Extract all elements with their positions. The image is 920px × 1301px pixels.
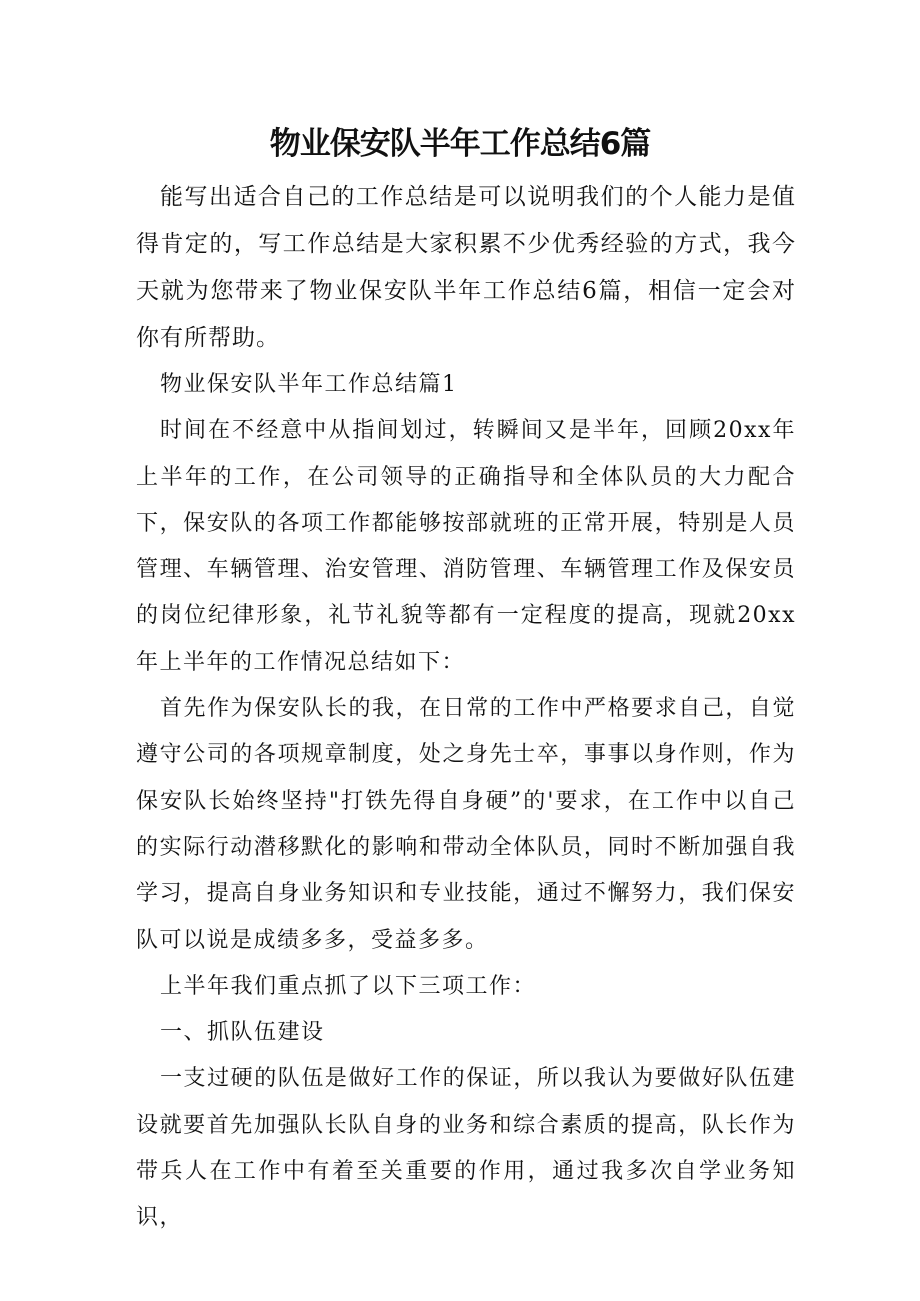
intro-paragraph: 能写出适合自己的工作总结是可以说明我们的个人能力是值得肯定的，写工作总结是大家积累不少优秀经验的方式，我今天就为您带来了物业保安队半年工作总结6篇，相信一定会对你有所帮助。 xyxy=(136,184,796,351)
body-paragraph: 时间在不经意中从指间划过，转瞬间又是半年，回顾20xx年上半年的工作，在公司领导的正确指导和全体队员的大力配合下，保安队的各项工作都能够按部就班的正常开展，特别是人员管理、车辆管理、治安管理、消防管理、车辆管理工作及保安员的岗位纪律形象，礼节礼貌等都有一定程度的提高，现就20xx年上半年的工作情况总结如下： xyxy=(136,418,796,675)
document-body xyxy=(136,362,796,1242)
document-title: 物业保安队半年工作总结6篇 xyxy=(269,126,651,162)
body-paragraph: 一支过硬的队伍是做好工作的保证，所以我认为要做好队伍建设就要首先加强队长队自身的业务和综合素质的提高，队长作为带兵人在工作中有着至关重要的作用，通过我多次自学业务知识， xyxy=(136,1066,796,1231)
section-heading: 物业保安队半年工作总结篇1 xyxy=(160,372,458,397)
subheading: 一、抓队伍建设 xyxy=(160,1020,325,1046)
body-paragraph: 首先作为保安队长的我，在日常的工作中严格要求自己，自觉遵守公司的各项规章制度，处之身先士卒，事事以身作则，作为保安队长始终坚持"打铁先得自身硬”的'要求，在工作中以自己的实际行动潜移默化的影响和带动全体队员，同时不断加强自我学习，提高自身业务知识和专业技能，通过不懈努力，我们保安队可以说是成绩多多，受益多多。 xyxy=(136,696,796,953)
body-paragraph: 上半年我们重点抓了以下三项工作： xyxy=(160,973,537,999)
